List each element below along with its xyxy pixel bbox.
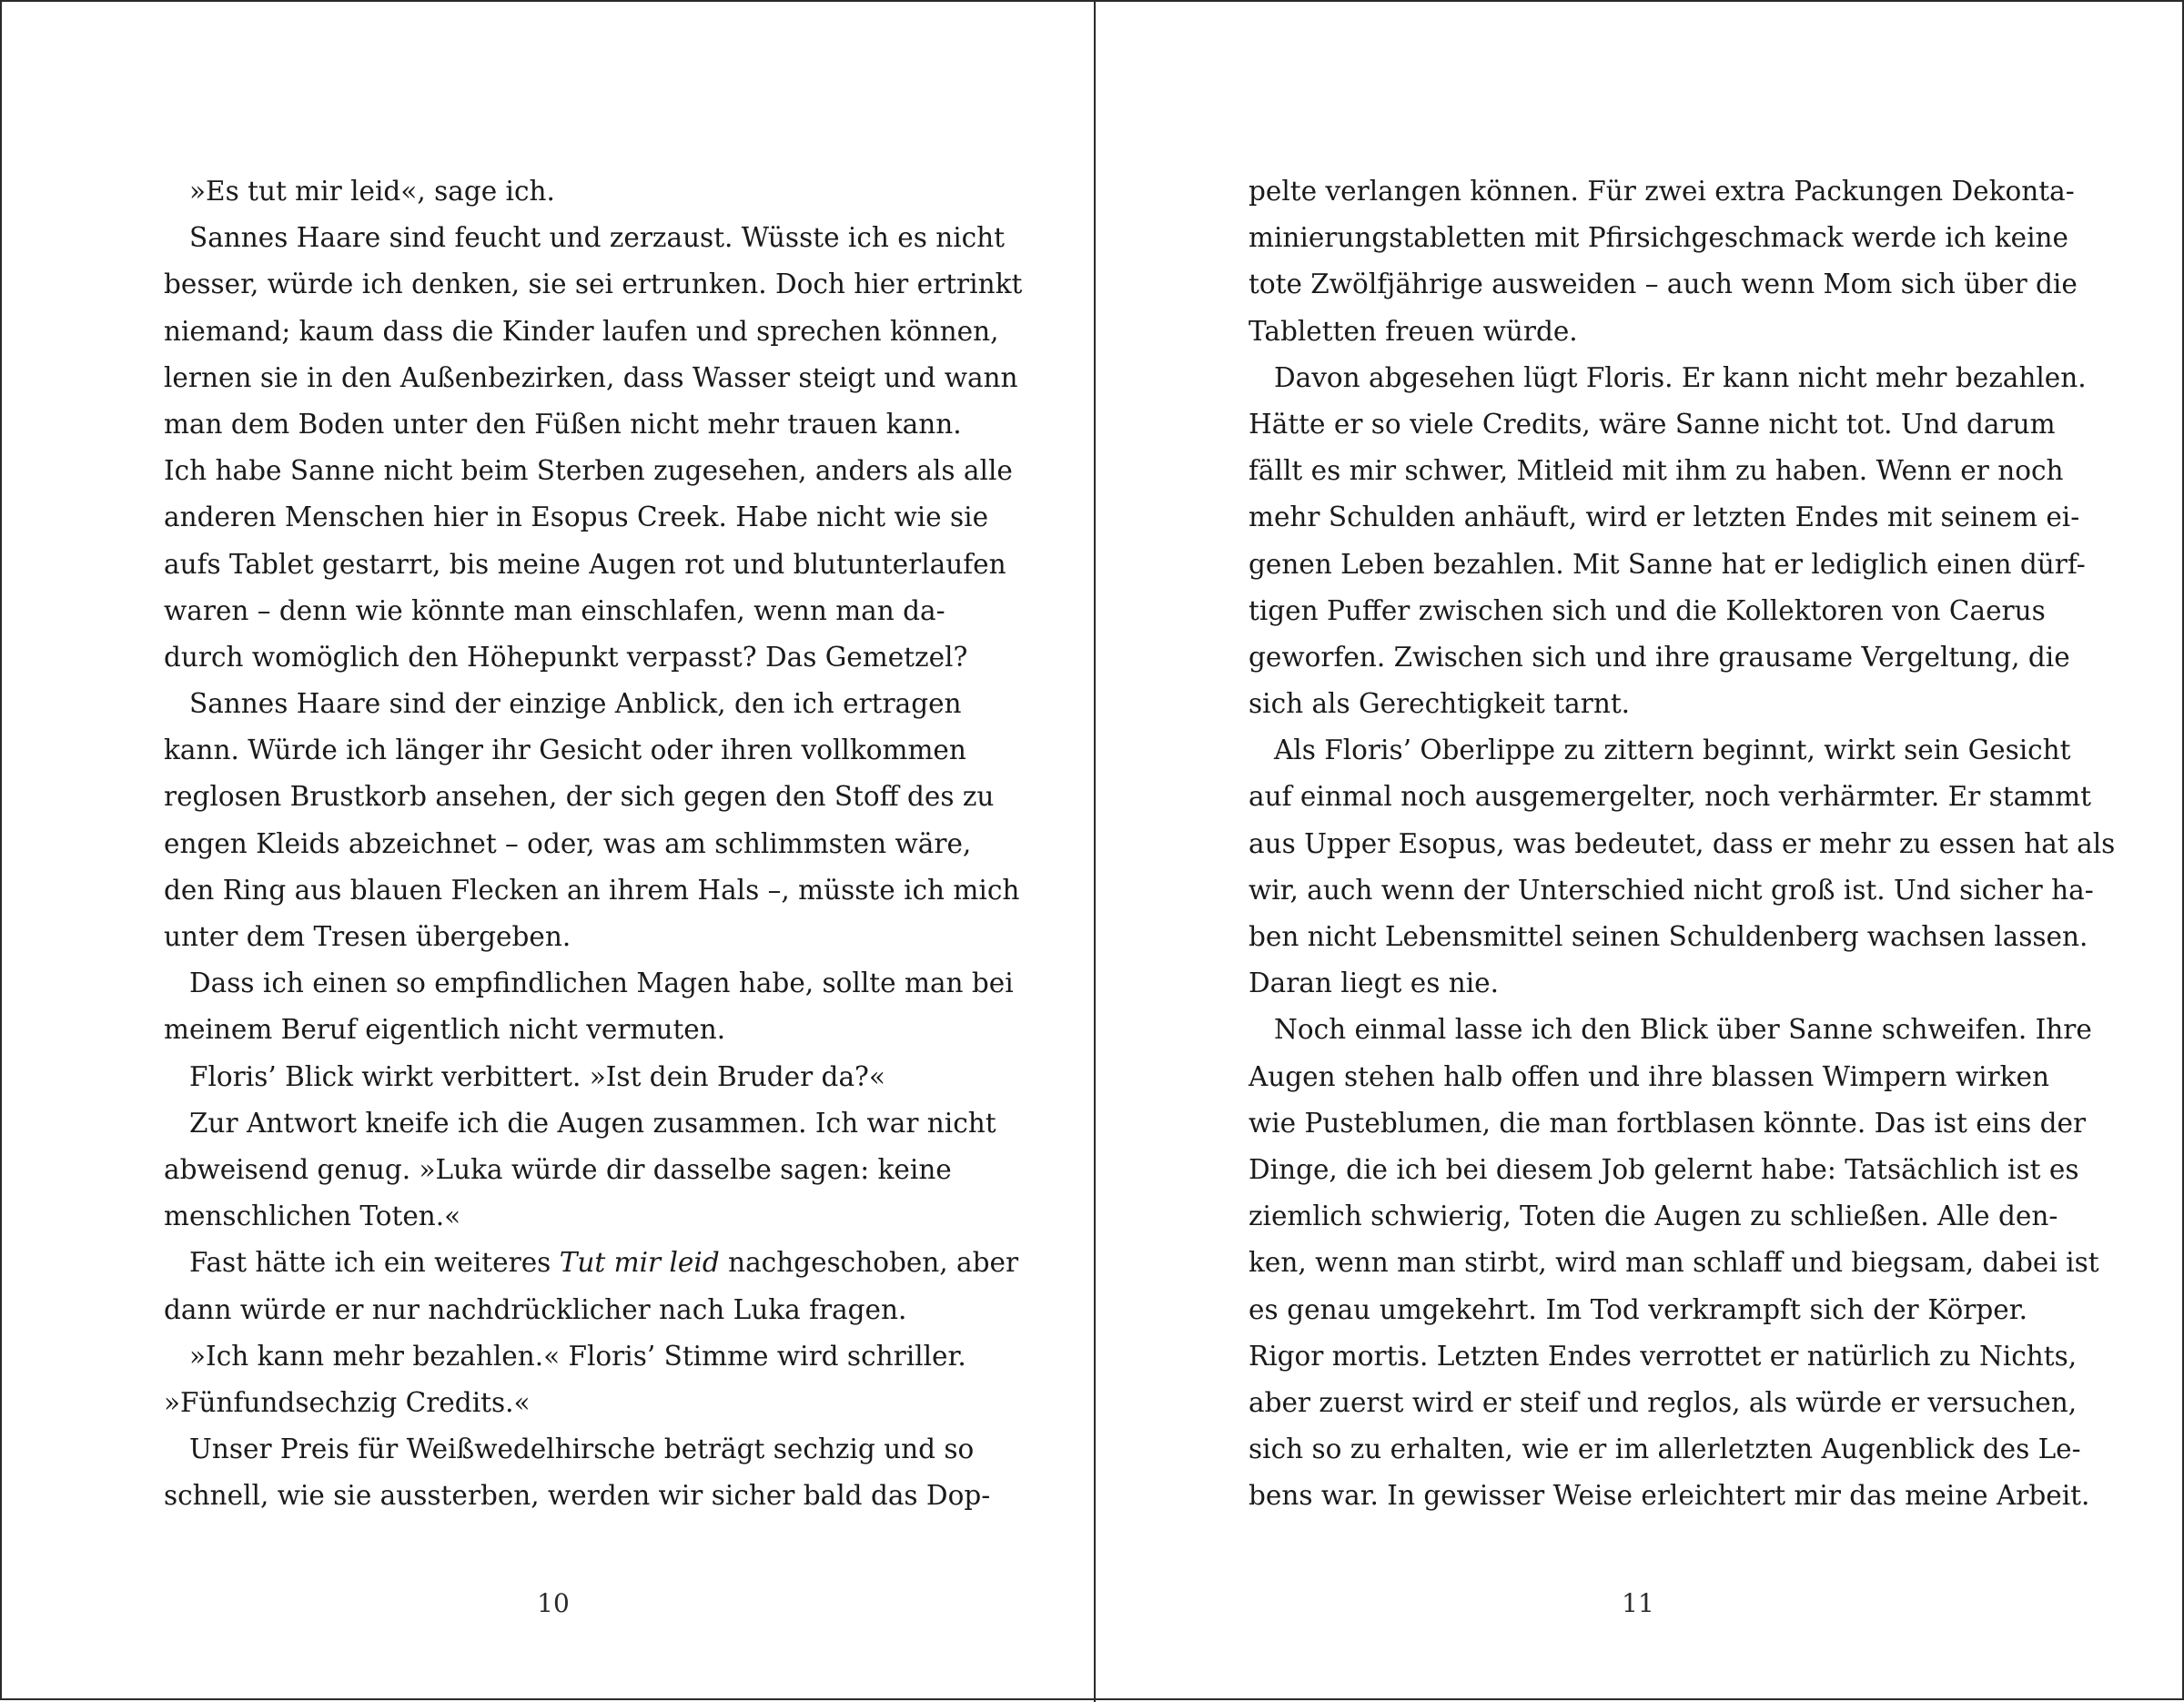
text-line: wir, auch wenn der Unterschied nicht groß ist. Und sicher ha- <box>1249 874 2094 906</box>
text-line: es genau umgekehrt. Im Tod verkrampft sich der Körper. <box>1249 1293 2027 1325</box>
text-line: kann. Würde ich länger ihr Gesicht oder ihren vollkommen <box>164 734 966 766</box>
text-line: auf einmal noch ausgemergelter, noch verhärmter. Er stammt <box>1249 781 2091 813</box>
text-line: Tabletten freuen würde. <box>1249 315 1578 347</box>
text-line: Daran liegt es nie. <box>1249 968 1499 999</box>
text-line: Floris’ Blick wirkt verbittert. »Ist dein Bruder da?« <box>189 1060 885 1092</box>
text-line: Hätte er so viele Credits, wäre Sanne nicht tot. Und darum <box>1249 408 2056 440</box>
text-line: den Ring aus blauen Flecken an ihrem Hals –, müsste ich mich <box>164 874 1020 906</box>
text-line: Sannes Haare sind der einzige Anblick, den ich ertragen <box>189 688 962 720</box>
text-line: Rigor mortis. Letzten Endes verrottet er natürlich zu Nichts, <box>1249 1340 2078 1372</box>
text-line: aus Upper Esopus, was bedeutet, dass er mehr zu essen hat als <box>1249 827 2116 859</box>
text-line: besser, würde ich denken, sie sei ertrunken. Doch hier ertrinkt <box>164 268 1023 300</box>
text-line: minierungstabletten mit Pfirsichgeschmack werde ich keine <box>1249 222 2068 254</box>
text-line: anderen Menschen hier in Esopus Creek. Habe nicht wie sie <box>164 501 989 533</box>
text-line: menschlichen Toten.« <box>164 1201 461 1232</box>
emphasized-phrase: Tut mir leid <box>559 1247 720 1279</box>
text-line: bens war. In gewisser Weise erleichtert mir das meine Arbeit. <box>1249 1480 2090 1512</box>
text-line: waren – denn wie könnte man einschlafen, wenn man da- <box>164 594 945 626</box>
text-line: »Es tut mir leid«, sage ich. <box>189 176 555 207</box>
text-line: »Ich kann mehr bezahlen.« Floris’ Stimme wird schriller. <box>189 1340 966 1372</box>
text-line: ken, wenn man stirbt, wird man schlaff und biegsam, dabei ist <box>1249 1247 2099 1279</box>
right-page <box>1096 2 2184 1702</box>
text-line: aufs Tablet gestarrt, bis meine Augen rot und blutunterlaufen <box>164 548 1006 580</box>
text-line: Dinge, die ich bei diesem Job gelernt habe: Tatsächlich ist es <box>1249 1153 2079 1185</box>
text-line: genen Leben bezahlen. Mit Sanne hat er lediglich einen dürf- <box>1249 548 2086 580</box>
text-line: Unser Preis für Weißwedelhirsche beträgt sechzig und so <box>189 1434 975 1465</box>
text-line: tigen Puffer zwischen sich und die Kollektoren von Caerus <box>1249 594 2046 626</box>
left-page <box>2 2 1092 1702</box>
text-line: ben nicht Lebensmittel seinen Schuldenberg wachsen lassen. <box>1249 921 2088 952</box>
left-page-number: 10 <box>537 1588 570 1618</box>
text-line: engen Kleids abzeichnet – oder, was am schlimmsten wäre, <box>164 827 972 859</box>
text-line: aber zuerst wird er steif und reglos, als würde er versuchen, <box>1249 1386 2078 1418</box>
text-line: dann würde er nur nachdrücklicher nach Luka fragen. <box>164 1293 907 1325</box>
text-line: Noch einmal lasse ich den Blick über Sanne schweifen. Ihre <box>1274 1014 2092 1046</box>
text-line: meinem Beruf eigentlich nicht vermuten. <box>164 1014 726 1046</box>
right-page-text <box>1249 168 2116 1519</box>
text-line: lernen sie in den Außenbezirken, dass Wasser steigt und wann <box>164 361 1018 393</box>
text-line: geworfen. Zwischen sich und ihre grausame Vergeltung, die <box>1249 641 2070 673</box>
text-line: »Fünfundsechzig Credits.« <box>164 1386 531 1418</box>
text-line: Fast hätte ich ein weiteres Tut mir leid nachgeschoben, aber <box>189 1247 1019 1279</box>
text-line: ziemlich schwierig, Toten die Augen zu schließen. Alle den- <box>1249 1201 2058 1232</box>
text-line: man dem Boden unter den Füßen nicht mehr trauen kann. <box>164 408 962 440</box>
text-line: Augen stehen halb offen und ihre blassen Wimpern wirken <box>1249 1060 2049 1092</box>
text-line: Als Floris’ Oberlippe zu zittern beginnt, wirkt sein Gesicht <box>1274 734 2071 766</box>
text-line: Zur Antwort kneife ich die Augen zusammen. Ich war nicht <box>189 1107 996 1139</box>
text-line: niemand; kaum dass die Kinder laufen und sprechen können, <box>164 315 999 347</box>
text-line: Sannes Haare sind feucht und zerzaust. Wüsste ich es nicht <box>189 222 1006 254</box>
text-line: abweisend genug. »Luka würde dir dasselbe sagen: keine <box>164 1153 952 1185</box>
text-line: reglosen Brustkorb ansehen, der sich gegen den Stoff des zu <box>164 781 995 813</box>
text-line: Dass ich einen so empfindlichen Magen habe, sollte man bei <box>189 968 1014 999</box>
right-page-number: 11 <box>1622 1588 1654 1618</box>
text-line: fällt es mir schwer, Mitleid mit ihm zu haben. Wenn er noch <box>1249 455 2064 487</box>
text-line: schnell, wie sie aussterben, werden wir sicher bald das Dop- <box>164 1480 991 1512</box>
text-line: durch womöglich den Höhepunkt verpasst? Das Gemetzel? <box>164 641 968 673</box>
text-line: wie Pusteblumen, die man fortblasen könnte. Das ist eins der <box>1249 1107 2087 1139</box>
text-line: Davon abgesehen lügt Floris. Er kann nicht mehr bezahlen. <box>1274 361 2087 393</box>
text-line: sich als Gerechtigkeit tarnt. <box>1249 688 1631 720</box>
text-line: Ich habe Sanne nicht beim Sterben zugesehen, anders als alle <box>164 455 1013 487</box>
text-line: unter dem Tresen übergeben. <box>164 921 571 952</box>
left-page-text <box>164 168 1023 1519</box>
text-line: sich so zu erhalten, wie er im allerletzten Augenblick des Le- <box>1249 1434 2081 1465</box>
text-line: tote Zwölfjährige ausweiden – auch wenn Mom sich über die <box>1249 268 2078 300</box>
text-line: mehr Schulden anhäuft, wird er letzten Endes mit seinem ei- <box>1249 501 2080 533</box>
text-line: pelte verlangen können. Für zwei extra Packungen Dekonta- <box>1249 176 2075 207</box>
